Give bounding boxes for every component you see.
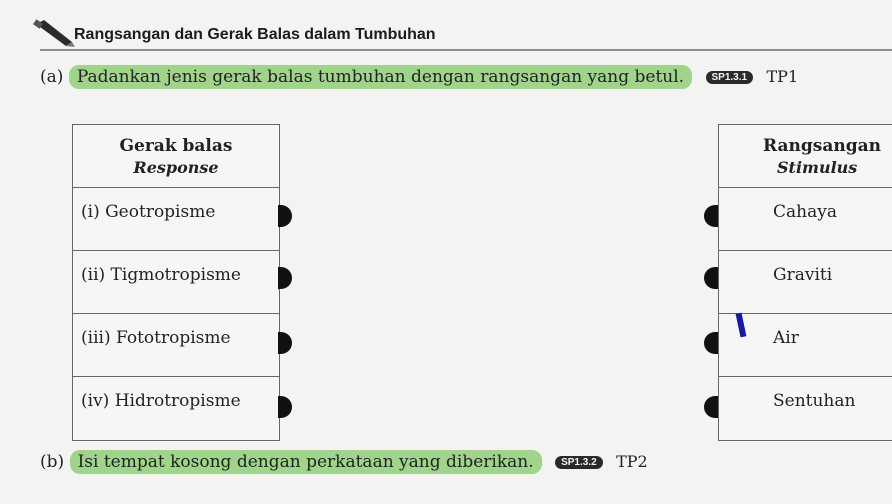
response-item: (i) Geotropisme [81,202,216,222]
stimulus-row [719,376,892,439]
stimulus-row [719,313,892,376]
response-heading-en: Response [133,158,219,177]
connector-dot[interactable] [278,332,292,354]
question-a-badge: SP1.3.1 [706,71,754,84]
pencil-icon [32,18,76,48]
stimulus-item: Graviti [773,265,833,285]
response-item: (ii) Tigmotropisme [81,265,241,285]
response-item: (iii) Fototropisme [81,328,231,348]
response-row [73,313,279,376]
response-row [73,376,279,439]
connector-dot[interactable] [704,205,718,227]
question-b-text: Isi tempat kosong dengan perkataan yang diberikan. [70,450,542,474]
stimulus-heading-en: Stimulus [777,158,858,177]
response-item: (iv) Hidrotropisme [81,391,241,411]
stimulus-item: Air [773,328,799,348]
question-a [40,67,798,87]
stimulus-header [719,125,892,179]
header-divider [40,49,892,51]
connector-dot[interactable] [278,396,292,418]
stimulus-heading: Rangsangan [763,136,881,156]
stimulus-table [718,124,892,441]
section-title: Rangsangan dan Gerak Balas dalam Tumbuhan [74,26,436,43]
question-b-tp: TP2 [616,452,648,471]
stimulus-row [719,250,892,313]
response-row [73,250,279,313]
question-b-label: (b) [40,452,65,472]
connector-dot[interactable] [704,396,718,418]
response-table [72,124,280,441]
connector-dot[interactable] [704,332,718,354]
response-row [73,187,279,250]
connector-dot[interactable] [704,267,718,289]
question-b [40,452,648,472]
connector-dot[interactable] [278,267,292,289]
question-a-text: Padankan jenis gerak balas tumbuhan dengan rangsangan yang betul. [69,65,692,89]
connector-dot[interactable] [278,205,292,227]
stimulus-item: Sentuhan [773,391,856,411]
response-heading: Gerak balas [119,136,233,156]
question-a-tp: TP1 [766,67,799,86]
response-header [73,125,279,179]
question-b-badge: SP1.3.2 [555,456,603,469]
stimulus-item: Cahaya [773,202,837,222]
stimulus-row [719,187,892,250]
question-a-label: (a) [40,67,64,87]
